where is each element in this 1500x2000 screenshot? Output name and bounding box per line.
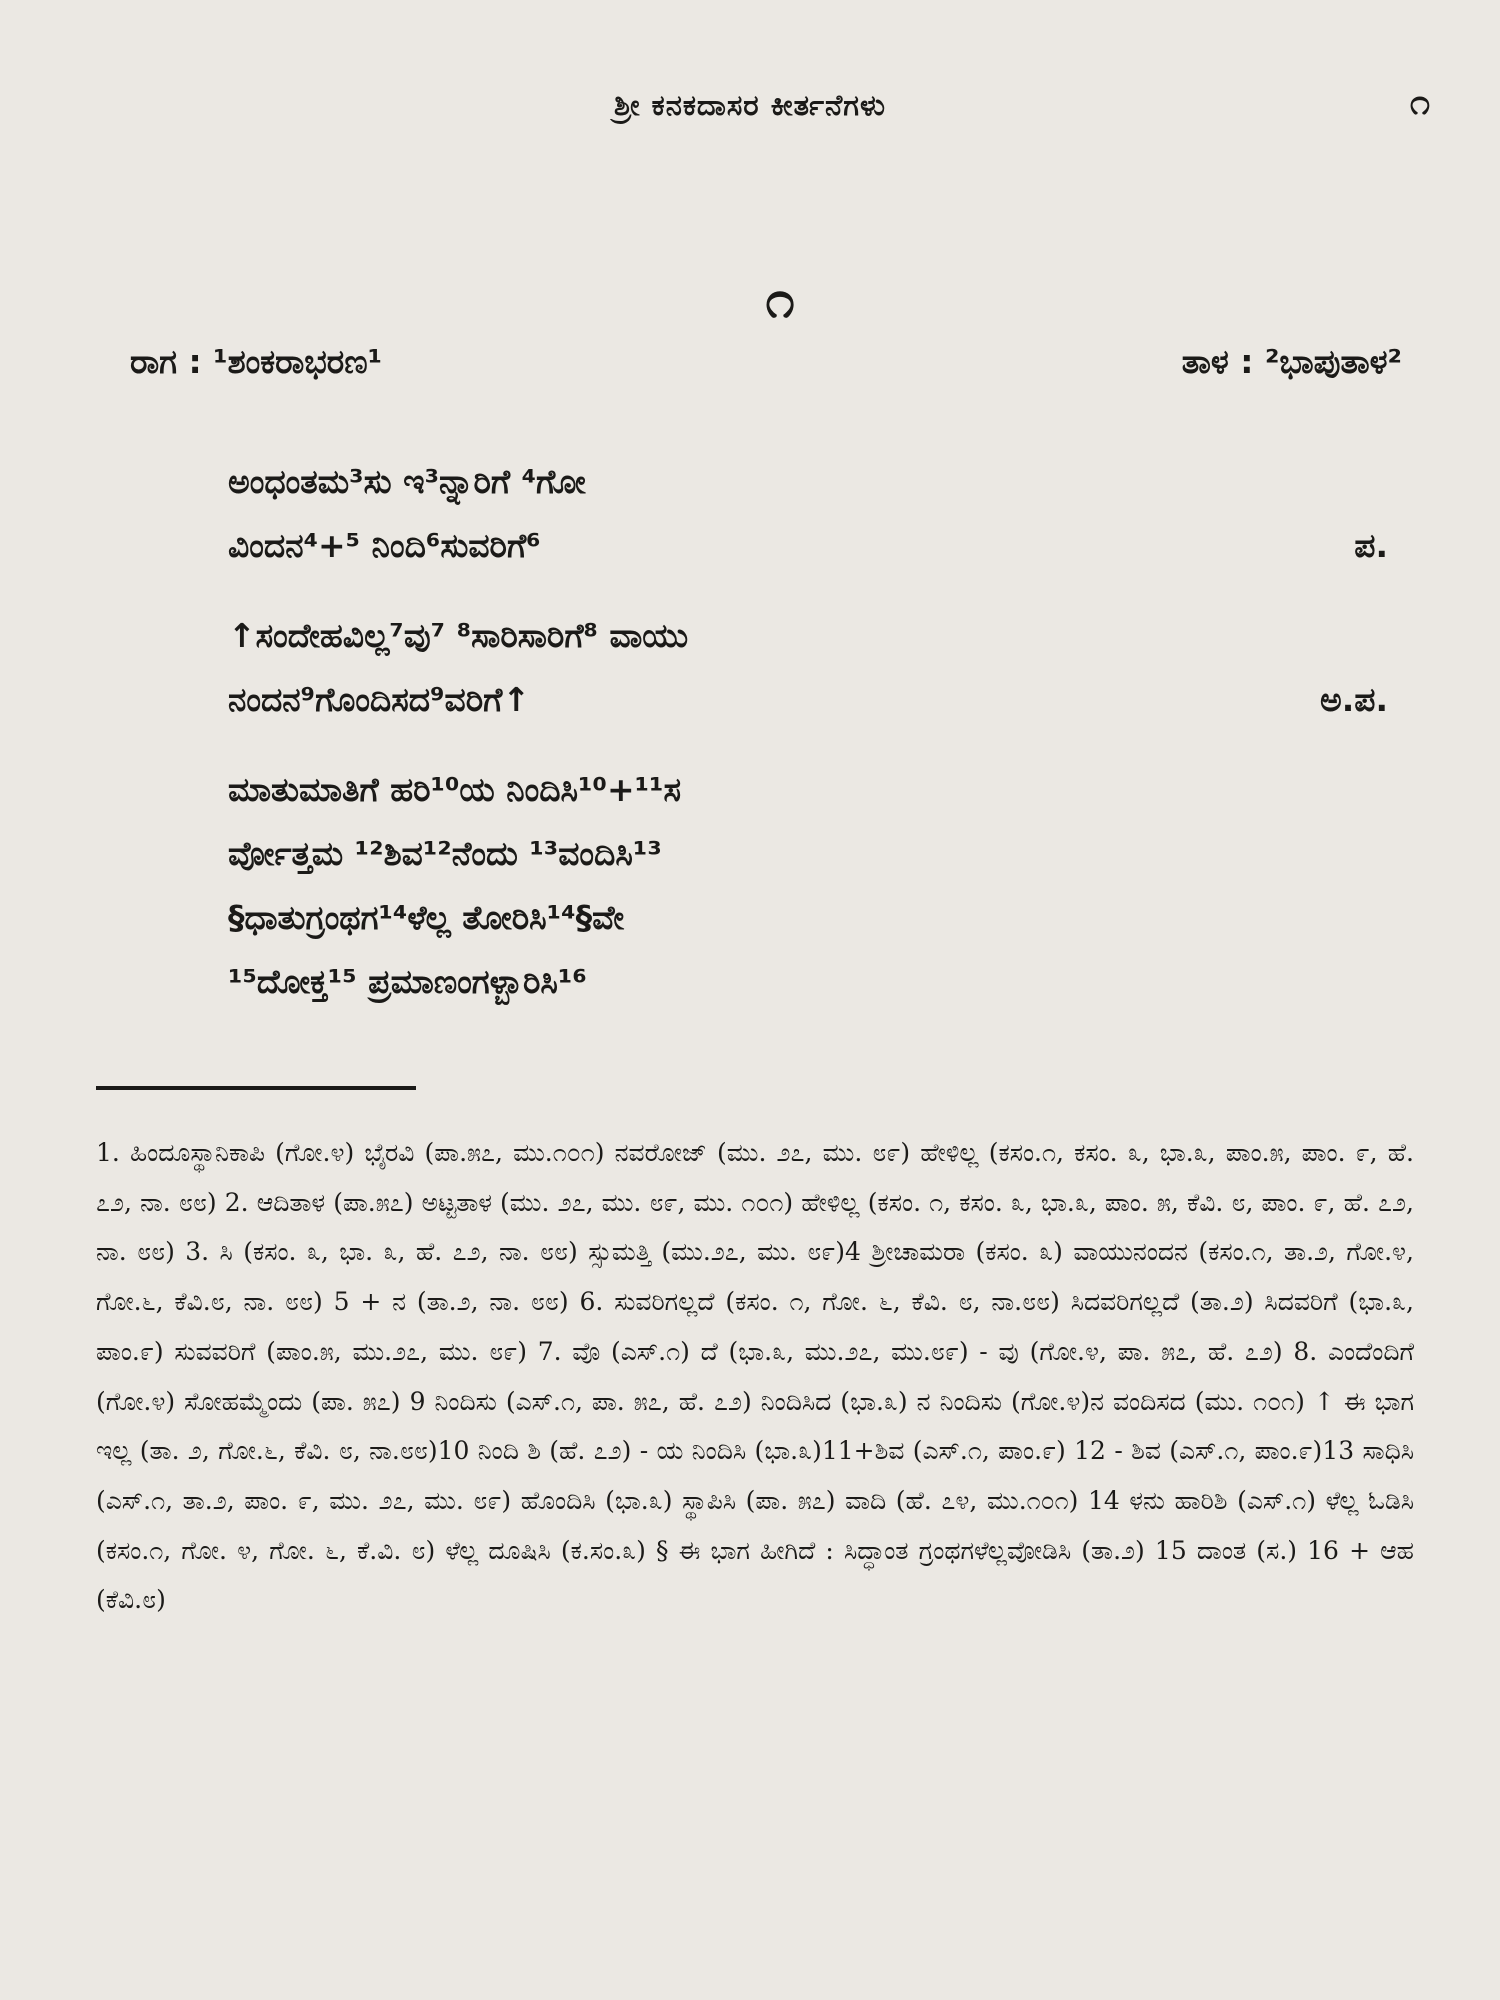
lyric-text: ರ್ವೋತ್ತಮ ¹²ಶಿವ¹²ನೆಂದು ¹³ವಂದಿಸಿ¹³ bbox=[228, 834, 662, 873]
lyrics bbox=[228, 450, 1388, 1040]
lyric-line bbox=[228, 822, 1388, 886]
footnote-divider bbox=[96, 1086, 416, 1090]
lyric-text: §ಧಾತುಗ್ರಂಥಗ¹⁴ಳೆಲ್ಲ ತೋರಿಸಿ¹⁴§ವೇ bbox=[228, 898, 625, 937]
stanza-anupallavi bbox=[228, 604, 1388, 732]
running-header: ಶ್ರೀ ಕನಕದಾಸರ ಕೀರ್ತನೆಗಳು bbox=[614, 88, 886, 122]
stanza-label: ಅ.ಪ. bbox=[1320, 680, 1388, 719]
lyric-line bbox=[228, 886, 1388, 950]
lyric-line bbox=[228, 450, 1388, 514]
raga-label: ರಾಗ : ¹ಶಂಕರಾಭರಣ¹ bbox=[130, 342, 383, 381]
lyric-text: ↑ಸಂದೇಹವಿಲ್ಲ⁷ವು⁷ ⁸ಸಾರಿಸಾರಿಗೆ⁸ ವಾಯು bbox=[228, 616, 689, 655]
lyric-line bbox=[228, 758, 1388, 822]
lyric-line bbox=[228, 514, 1388, 578]
stanza-pallavi bbox=[228, 450, 1388, 578]
tala-label: ತಾಳ : ²ಭಾಪುತಾಳ² bbox=[1181, 342, 1402, 381]
song-number: ೧ bbox=[765, 270, 795, 330]
lyric-text: ಮಾತುಮಾತಿಗೆ ಹರಿ¹⁰ಯ ನಿಂದಿಸಿ¹⁰+¹¹ಸ bbox=[228, 770, 682, 809]
lyric-text: ¹⁵ದೋಕ್ತ¹⁵ ಪ್ರಮಾಣಂಗಳ್ಬಾರಿಸಿ¹⁶ bbox=[228, 962, 587, 1001]
lyric-text: ಅಂಧಂತಮ³ಸು ಇ³ನ್ನಾರಿಗೆ ⁴ಗೋ bbox=[228, 462, 586, 501]
lyric-line bbox=[228, 668, 1388, 732]
lyric-text: ನಂದನ⁹ಗೊಂದಿಸದ⁹ವರಿಗೆ↑ bbox=[228, 680, 530, 719]
lyric-text: ವಿಂದನ⁴+⁵ ನಿಂದಿ⁶ಸುವರಿಗೆ⁶ bbox=[228, 526, 541, 565]
lyric-line bbox=[228, 604, 1388, 668]
stanza-charana bbox=[228, 758, 1388, 1014]
page-number: ೧ bbox=[1409, 82, 1430, 123]
footnotes: 1. ಹಿಂದೂಸ್ಥಾನಿಕಾಪಿ (ಗೋ.೪) ಭೈರವಿ (ಪಾ.೫೭, ಮು.೧೦೧) ನವರೋಜ್ (ಮು. ೨೭, ಮು. ೮೯) ಹೇಳಿಲ್ಲ (ಕಸಂ.೧, ಕಸಂ. ೩, ಭಾ.೩, ಪಾಂ.೫, ಪಾಂ. ೯, ಹೆ. ೭೨, ನಾ. ೮೮) 2. ಆದಿತಾಳ (ಪಾ.೫೭) ಅಟ್ಟತಾಳ (ಮು. ೨೭, ಮು. ೮೯, ಮು. ೧೦೧) ಹೇಳಿಲ್ಲ (ಕಸಂ. ೧, ಕಸಂ. ೩, ಭಾ.೩, ಪಾಂ. ೫, ಕೆವಿ. ೮, ಪಾಂ. ೯, ಹೆ. ೭೨, ನಾ. ೮೮) 3. ಸಿ (ಕಸಂ. ೩, ಭಾ. ೩, ಹೆ. ೭೨, ನಾ. ೮೮) ಸ್ಸುಮತ್ತಿ (ಮು.೨೭, ಮು. ೮೯)4 ಶ್ರೀಚಾಮರಾ (ಕಸಂ. ೩) ವಾಯುನಂದನ (ಕಸಂ.೧, ತಾ.೨, ಗೋ.೪, ಗೋ.೬, ಕೆವಿ.೮, ನಾ. ೮೮) 5 + ನ (ತಾ.೨, ನಾ. ೮೮) 6. ಸುವರಿಗಲ್ಲದೆ (ಕಸಂ. ೧, ಗೋ. ೬, ಕೆವಿ. ೮, ನಾ.೮೮) ಸಿದವರಿಗಲ್ಲದೆ (ತಾ.೨) ಸಿದವರಿಗೆ (ಭಾ.೩, ಪಾಂ.೯) ಸುವವರಿಗೆ (ಪಾಂ.೫, ಮು.೨೭, ಮು. ೮೯) 7. ವೊ (ಎಸ್.೧) ದೆ (ಭಾ.೩, ಮು.೨೭, ಮು.೮೯) - ವು (ಗೋ.೪, ಪಾ. ೫೭, ಹೆ. ೭೨) 8. ಎಂದೆಂದಿಗೆ (ಗೋ.೪) ಸೋಹಮ್ಮೆಂದು (ಪಾ. ೫೭) 9 ನಿಂದಿಸು (ಎಸ್.೧, ಪಾ. ೫೭, ಹೆ. ೭೨) ನಿಂದಿಸಿದ (ಭಾ.೩) ನ ನಿಂದಿಸು (ಗೋ.೪)ನ ವಂದಿಸದ (ಮು. ೧೦೧) ↑ ಈ ಭಾಗ ಇಲ್ಲ (ತಾ. ೨, ಗೋ.೬, ಕೆವಿ. ೮, ನಾ.೮೮)10 ನಿಂದಿ ಶಿ (ಹೆ. ೭೨) - ಯ ನಿಂದಿಸಿ (ಭಾ.೩)11+ಶಿವ (ಎಸ್.೧, ಪಾಂ.೯) 12 - ಶಿವ (ಎಸ್.೧, ಪಾಂ.೯)13 ಸಾಧಿಸಿ (ಎಸ್.೧, ತಾ.೨, ಪಾಂ. ೯, ಮು. ೨೭, ಮು. ೮೯) ಹೊಂದಿಸಿ (ಭಾ.೩) ಸ್ಥಾಪಿಸಿ (ಪಾ. ೫೭) ವಾದಿ (ಹೆ. ೭೪, ಮು.೧೦೧) 14 ಳನು ಹಾರಿಶಿ (ಎಸ್.೧) ಳೆಲ್ಲ ಓಡಿಸಿ (ಕಸಂ.೧, ಗೋ. ೪, ಗೋ. ೬, ಕೆ.ವಿ. ೮) ಳೆಲ್ಲ ದೂಷಿಸಿ (ಕ.ಸಂ.೩) § ಈ ಭಾಗ ಹೀಗಿದೆ : ಸಿದ್ಧಾಂತ ಗ್ರಂಥಗಳೆಲ್ಲವೋಡಿಸಿ (ತಾ.೨) 15 ದಾಂತ (ಸ.) 16 + ಆಹ (ಕೆವಿ.೮) bbox=[96, 1138, 1414, 1615]
lyric-line bbox=[228, 950, 1388, 1014]
stanza-label: ಪ. bbox=[1354, 526, 1388, 565]
